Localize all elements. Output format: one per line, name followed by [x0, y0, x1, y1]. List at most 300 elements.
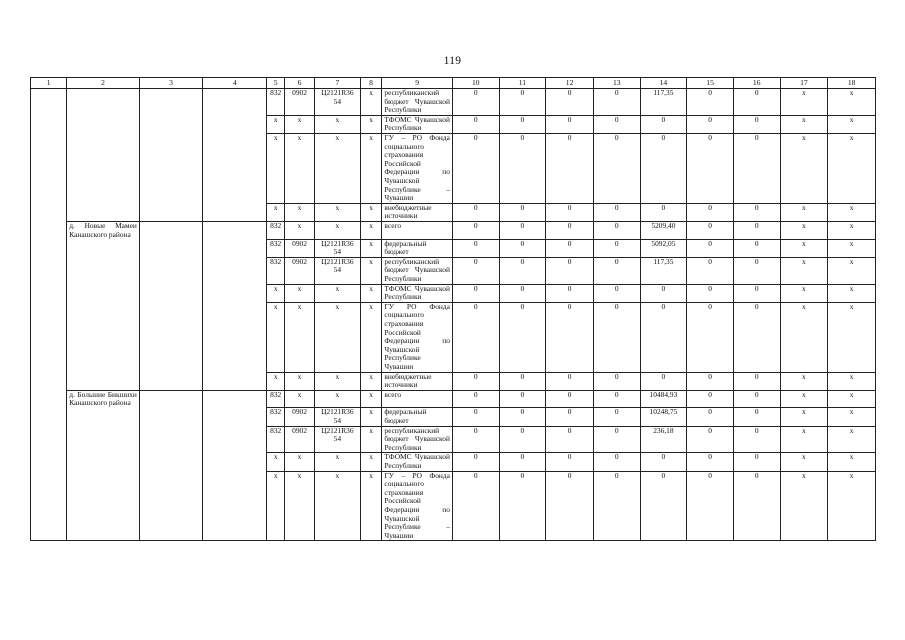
cell-col16: 0 — [733, 221, 780, 239]
cell-col12: 0 — [546, 390, 594, 408]
cell-col9: ТФОМС Чувашской Республики — [382, 284, 453, 302]
table-row — [31, 453, 876, 471]
cell-col5: 832 — [267, 239, 285, 257]
cell-col8: x — [360, 426, 382, 453]
column-header-3: 3 — [139, 78, 202, 89]
cell-col12: 0 — [546, 453, 594, 471]
column-header-15: 15 — [687, 78, 734, 89]
cell-col7: x — [315, 390, 361, 408]
cell-col5: 832 — [267, 257, 285, 284]
budget-table — [30, 77, 876, 541]
cell-col14: 0 — [640, 284, 687, 302]
column-header-5: 5 — [267, 78, 285, 89]
cell-col15: 0 — [687, 89, 734, 116]
cell-col10: 0 — [452, 89, 499, 116]
cell-col13: 0 — [593, 390, 640, 408]
cell-col11: 0 — [499, 133, 546, 203]
table-row — [31, 239, 876, 257]
cell-col4 — [203, 89, 267, 116]
cell-col4 — [203, 408, 267, 426]
cell-col7: x — [315, 115, 361, 133]
cell-col10: 0 — [452, 115, 499, 133]
cell-col3 — [139, 426, 202, 453]
column-header-16: 16 — [733, 78, 780, 89]
cell-col9: всего — [382, 221, 453, 239]
cell-col11: 0 — [499, 372, 546, 390]
cell-col1 — [31, 408, 67, 426]
cell-col5: x — [267, 471, 285, 541]
entity-cell — [67, 284, 140, 302]
cell-col11: 0 — [499, 257, 546, 284]
cell-col16: 0 — [733, 284, 780, 302]
cell-col17: x — [780, 239, 828, 257]
cell-col4 — [203, 133, 267, 203]
cell-col8: x — [360, 390, 382, 408]
cell-col17: x — [780, 302, 828, 372]
cell-col11: 0 — [499, 284, 546, 302]
cell-col15: 0 — [687, 221, 734, 239]
table-row — [31, 133, 876, 203]
cell-col3 — [139, 239, 202, 257]
cell-col15: 0 — [687, 133, 734, 203]
cell-col7: x — [315, 221, 361, 239]
cell-col6: 0902 — [284, 89, 314, 116]
cell-col9: ТФОМС Чувашской Республики — [382, 115, 453, 133]
cell-col3 — [139, 390, 202, 408]
cell-col10: 0 — [452, 257, 499, 284]
cell-col16: 0 — [733, 115, 780, 133]
cell-col7: Ц2121R36 54 — [315, 408, 361, 426]
column-header-6: 6 — [284, 78, 314, 89]
cell-col8: x — [360, 115, 382, 133]
cell-col15: 0 — [687, 203, 734, 221]
cell-col17: x — [780, 133, 828, 203]
cell-col14: 236,18 — [640, 426, 687, 453]
cell-col14: 5209,40 — [640, 221, 687, 239]
cell-col7: x — [315, 284, 361, 302]
cell-col6: x — [284, 221, 314, 239]
cell-col14: 10484,93 — [640, 390, 687, 408]
column-header-4: 4 — [203, 78, 267, 89]
cell-col13: 0 — [593, 471, 640, 541]
entity-cell — [67, 408, 140, 426]
entity-cell — [67, 471, 140, 541]
cell-col11: 0 — [499, 426, 546, 453]
cell-col14: 10248,75 — [640, 408, 687, 426]
column-header-10: 10 — [452, 78, 499, 89]
entity-cell — [67, 426, 140, 453]
cell-col9: ГУ – РО Фонда социального страхования Российской Федерации по Чувашской Республике – Чувашии — [382, 133, 453, 203]
cell-col16: 0 — [733, 408, 780, 426]
cell-col17: x — [780, 203, 828, 221]
cell-col8: x — [360, 221, 382, 239]
cell-col18: x — [828, 203, 876, 221]
table-row — [31, 426, 876, 453]
cell-col6: 0902 — [284, 426, 314, 453]
cell-col11: 0 — [499, 390, 546, 408]
cell-col12: 0 — [546, 471, 594, 541]
cell-col10: 0 — [452, 302, 499, 372]
table-header — [31, 78, 876, 89]
cell-col17: x — [780, 257, 828, 284]
cell-col4 — [203, 115, 267, 133]
cell-col12: 0 — [546, 239, 594, 257]
cell-col1 — [31, 372, 67, 390]
column-header-17: 17 — [780, 78, 828, 89]
cell-col4 — [203, 284, 267, 302]
cell-col9: ТФОМС Чувашской Республики — [382, 453, 453, 471]
cell-col5: 832 — [267, 89, 285, 116]
table-row — [31, 115, 876, 133]
cell-col13: 0 — [593, 453, 640, 471]
cell-col9: федеральный бюджет — [382, 239, 453, 257]
column-header-8: 8 — [360, 78, 382, 89]
cell-col3 — [139, 302, 202, 372]
cell-col14: 0 — [640, 133, 687, 203]
cell-col8: x — [360, 453, 382, 471]
cell-col10: 0 — [452, 453, 499, 471]
cell-col18: x — [828, 89, 876, 116]
cell-col7: x — [315, 302, 361, 372]
cell-col18: x — [828, 471, 876, 541]
cell-col3 — [139, 133, 202, 203]
cell-col18: x — [828, 390, 876, 408]
cell-col12: 0 — [546, 203, 594, 221]
cell-col3 — [139, 257, 202, 284]
cell-col16: 0 — [733, 257, 780, 284]
cell-col12: 0 — [546, 221, 594, 239]
cell-col12: 0 — [546, 115, 594, 133]
column-header-9: 9 — [382, 78, 453, 89]
cell-col14: 5092,05 — [640, 239, 687, 257]
cell-col18: x — [828, 408, 876, 426]
cell-col5: x — [267, 372, 285, 390]
cell-col15: 0 — [687, 372, 734, 390]
cell-col16: 0 — [733, 89, 780, 116]
cell-col4 — [203, 302, 267, 372]
cell-col7: x — [315, 372, 361, 390]
cell-col8: x — [360, 284, 382, 302]
cell-col8: x — [360, 239, 382, 257]
cell-col17: x — [780, 284, 828, 302]
entity-name: д. Большие Бикшихи Канашского района — [67, 390, 140, 408]
entity-name — [67, 89, 140, 116]
cell-col5: x — [267, 453, 285, 471]
cell-col13: 0 — [593, 115, 640, 133]
cell-col8: x — [360, 302, 382, 372]
cell-col15: 0 — [687, 453, 734, 471]
cell-col18: x — [828, 221, 876, 239]
cell-col5: 832 — [267, 408, 285, 426]
cell-col10: 0 — [452, 284, 499, 302]
cell-col10: 0 — [452, 372, 499, 390]
cell-col15: 0 — [687, 471, 734, 541]
cell-col3 — [139, 471, 202, 541]
cell-col8: x — [360, 257, 382, 284]
cell-col18: x — [828, 239, 876, 257]
cell-col1 — [31, 239, 67, 257]
cell-col17: x — [780, 426, 828, 453]
cell-col16: 0 — [733, 372, 780, 390]
cell-col4 — [203, 203, 267, 221]
cell-col10: 0 — [452, 426, 499, 453]
cell-col14: 0 — [640, 302, 687, 372]
cell-col8: x — [360, 372, 382, 390]
cell-col12: 0 — [546, 372, 594, 390]
cell-col1 — [31, 221, 67, 239]
cell-col14: 0 — [640, 203, 687, 221]
table-row — [31, 284, 876, 302]
entity-cell — [67, 372, 140, 390]
cell-col15: 0 — [687, 408, 734, 426]
cell-col5: 832 — [267, 390, 285, 408]
column-header-11: 11 — [499, 78, 546, 89]
cell-col6: 0902 — [284, 239, 314, 257]
cell-col11: 0 — [499, 239, 546, 257]
cell-col8: x — [360, 203, 382, 221]
cell-col5: 832 — [267, 426, 285, 453]
page-number: 119 — [443, 55, 462, 67]
cell-col13: 0 — [593, 89, 640, 116]
cell-col5: 832 — [267, 221, 285, 239]
cell-col10: 0 — [452, 239, 499, 257]
cell-col4 — [203, 426, 267, 453]
cell-col15: 0 — [687, 115, 734, 133]
cell-col8: x — [360, 133, 382, 203]
cell-col8: x — [360, 89, 382, 116]
cell-col11: 0 — [499, 302, 546, 372]
cell-col18: x — [828, 302, 876, 372]
cell-col12: 0 — [546, 89, 594, 116]
cell-col7: Ц2121R36 54 — [315, 426, 361, 453]
cell-col18: x — [828, 372, 876, 390]
entity-cell — [67, 302, 140, 372]
cell-col11: 0 — [499, 471, 546, 541]
cell-col12: 0 — [546, 284, 594, 302]
cell-col13: 0 — [593, 302, 640, 372]
cell-col17: x — [780, 89, 828, 116]
cell-col1 — [31, 426, 67, 453]
cell-col17: x — [780, 471, 828, 541]
cell-col6: 0902 — [284, 257, 314, 284]
cell-col1 — [31, 302, 67, 372]
cell-col1 — [31, 390, 67, 408]
cell-col3 — [139, 453, 202, 471]
cell-col1 — [31, 89, 67, 116]
cell-col7: x — [315, 471, 361, 541]
cell-col8: x — [360, 471, 382, 541]
cell-col3 — [139, 372, 202, 390]
cell-col17: x — [780, 390, 828, 408]
cell-col16: 0 — [733, 471, 780, 541]
cell-col13: 0 — [593, 426, 640, 453]
cell-col5: x — [267, 302, 285, 372]
cell-col14: 117,35 — [640, 257, 687, 284]
cell-col1 — [31, 203, 67, 221]
cell-col16: 0 — [733, 426, 780, 453]
cell-col11: 0 — [499, 408, 546, 426]
cell-col17: x — [780, 372, 828, 390]
cell-col11: 0 — [499, 221, 546, 239]
column-header-18: 18 — [828, 78, 876, 89]
cell-col14: 0 — [640, 471, 687, 541]
cell-col6: x — [284, 471, 314, 541]
cell-col13: 0 — [593, 221, 640, 239]
cell-col4 — [203, 453, 267, 471]
cell-col9: ГУ РО Фонда социального страхования Российской Федерации по Чувашской Республике Чувашии — [382, 302, 453, 372]
cell-col1 — [31, 453, 67, 471]
cell-col18: x — [828, 115, 876, 133]
cell-col1 — [31, 471, 67, 541]
cell-col15: 0 — [687, 302, 734, 372]
cell-col5: x — [267, 133, 285, 203]
cell-col13: 0 — [593, 372, 640, 390]
cell-col14: 117,35 — [640, 89, 687, 116]
cell-col6: x — [284, 203, 314, 221]
entity-cell — [67, 133, 140, 203]
cell-col12: 0 — [546, 408, 594, 426]
cell-col4 — [203, 471, 267, 541]
entity-cell — [67, 453, 140, 471]
cell-col18: x — [828, 257, 876, 284]
cell-col13: 0 — [593, 239, 640, 257]
cell-col17: x — [780, 408, 828, 426]
table-row — [31, 390, 876, 408]
column-header-13: 13 — [593, 78, 640, 89]
cell-col3 — [139, 203, 202, 221]
cell-col1 — [31, 133, 67, 203]
table-row — [31, 89, 876, 116]
cell-col12: 0 — [546, 302, 594, 372]
cell-col16: 0 — [733, 203, 780, 221]
table-body — [31, 89, 876, 541]
cell-col16: 0 — [733, 302, 780, 372]
entity-cell — [67, 115, 140, 133]
cell-col3 — [139, 221, 202, 239]
entity-cell — [67, 257, 140, 284]
column-header-2: 2 — [67, 78, 140, 89]
cell-col13: 0 — [593, 203, 640, 221]
cell-col6: x — [284, 302, 314, 372]
column-header-7: 7 — [315, 78, 361, 89]
cell-col9: республиканский бюджет Чувашской Республики — [382, 257, 453, 284]
cell-col9: республиканский бюджет Чувашской Республики — [382, 426, 453, 453]
cell-col7: Ц2121R36 54 — [315, 239, 361, 257]
cell-col16: 0 — [733, 390, 780, 408]
cell-col12: 0 — [546, 133, 594, 203]
cell-col9: республиканский бюджет Чувашской Республики — [382, 89, 453, 116]
cell-col4 — [203, 372, 267, 390]
cell-col1 — [31, 115, 67, 133]
cell-col9: федеральный бюджет — [382, 408, 453, 426]
entity-cell — [67, 239, 140, 257]
cell-col10: 0 — [452, 408, 499, 426]
cell-col16: 0 — [733, 453, 780, 471]
cell-col15: 0 — [687, 284, 734, 302]
cell-col6: x — [284, 133, 314, 203]
cell-col11: 0 — [499, 203, 546, 221]
cell-col10: 0 — [452, 471, 499, 541]
cell-col6: x — [284, 390, 314, 408]
cell-col9: внебюджетные источники — [382, 203, 453, 221]
cell-col15: 0 — [687, 426, 734, 453]
cell-col10: 0 — [452, 390, 499, 408]
table-row — [31, 302, 876, 372]
cell-col4 — [203, 221, 267, 239]
cell-col13: 0 — [593, 257, 640, 284]
cell-col14: 0 — [640, 115, 687, 133]
cell-col13: 0 — [593, 408, 640, 426]
cell-col18: x — [828, 453, 876, 471]
cell-col1 — [31, 284, 67, 302]
column-number-row — [31, 78, 876, 89]
cell-col5: x — [267, 115, 285, 133]
cell-col16: 0 — [733, 133, 780, 203]
cell-col10: 0 — [452, 133, 499, 203]
cell-col17: x — [780, 115, 828, 133]
cell-col18: x — [828, 284, 876, 302]
cell-col6: x — [284, 453, 314, 471]
table-row — [31, 372, 876, 390]
cell-col11: 0 — [499, 89, 546, 116]
cell-col18: x — [828, 426, 876, 453]
cell-col9: всего — [382, 390, 453, 408]
cell-col14: 0 — [640, 372, 687, 390]
table-row — [31, 408, 876, 426]
cell-col4 — [203, 390, 267, 408]
cell-col17: x — [780, 221, 828, 239]
cell-col9: ГУ – РО Фонда социального страхования Российской Федерации по Чувашской Республике – Чувашии — [382, 471, 453, 541]
column-header-14: 14 — [640, 78, 687, 89]
cell-col7: x — [315, 133, 361, 203]
table-row — [31, 257, 876, 284]
cell-col10: 0 — [452, 221, 499, 239]
cell-col8: x — [360, 408, 382, 426]
cell-col7: Ц2121R36 54 — [315, 89, 361, 116]
cell-col7: Ц2121R36 54 — [315, 257, 361, 284]
table-row — [31, 471, 876, 541]
cell-col13: 0 — [593, 284, 640, 302]
cell-col5: x — [267, 284, 285, 302]
column-header-1: 1 — [31, 78, 67, 89]
cell-col17: x — [780, 453, 828, 471]
cell-col6: x — [284, 372, 314, 390]
cell-col18: x — [828, 133, 876, 203]
cell-col3 — [139, 408, 202, 426]
cell-col13: 0 — [593, 133, 640, 203]
cell-col1 — [31, 257, 67, 284]
cell-col10: 0 — [452, 203, 499, 221]
cell-col3 — [139, 284, 202, 302]
table-row — [31, 221, 876, 239]
cell-col11: 0 — [499, 453, 546, 471]
cell-col6: x — [284, 284, 314, 302]
cell-col7: x — [315, 203, 361, 221]
table-row — [31, 203, 876, 221]
cell-col5: x — [267, 203, 285, 221]
cell-col11: 0 — [499, 115, 546, 133]
cell-col3 — [139, 115, 202, 133]
cell-col6: x — [284, 115, 314, 133]
cell-col3 — [139, 89, 202, 116]
entity-name: д. Новые Мамеи Канашского района — [67, 221, 140, 239]
cell-col16: 0 — [733, 239, 780, 257]
cell-col6: 0902 — [284, 408, 314, 426]
cell-col15: 0 — [687, 390, 734, 408]
cell-col15: 0 — [687, 239, 734, 257]
cell-col14: 0 — [640, 453, 687, 471]
cell-col4 — [203, 257, 267, 284]
